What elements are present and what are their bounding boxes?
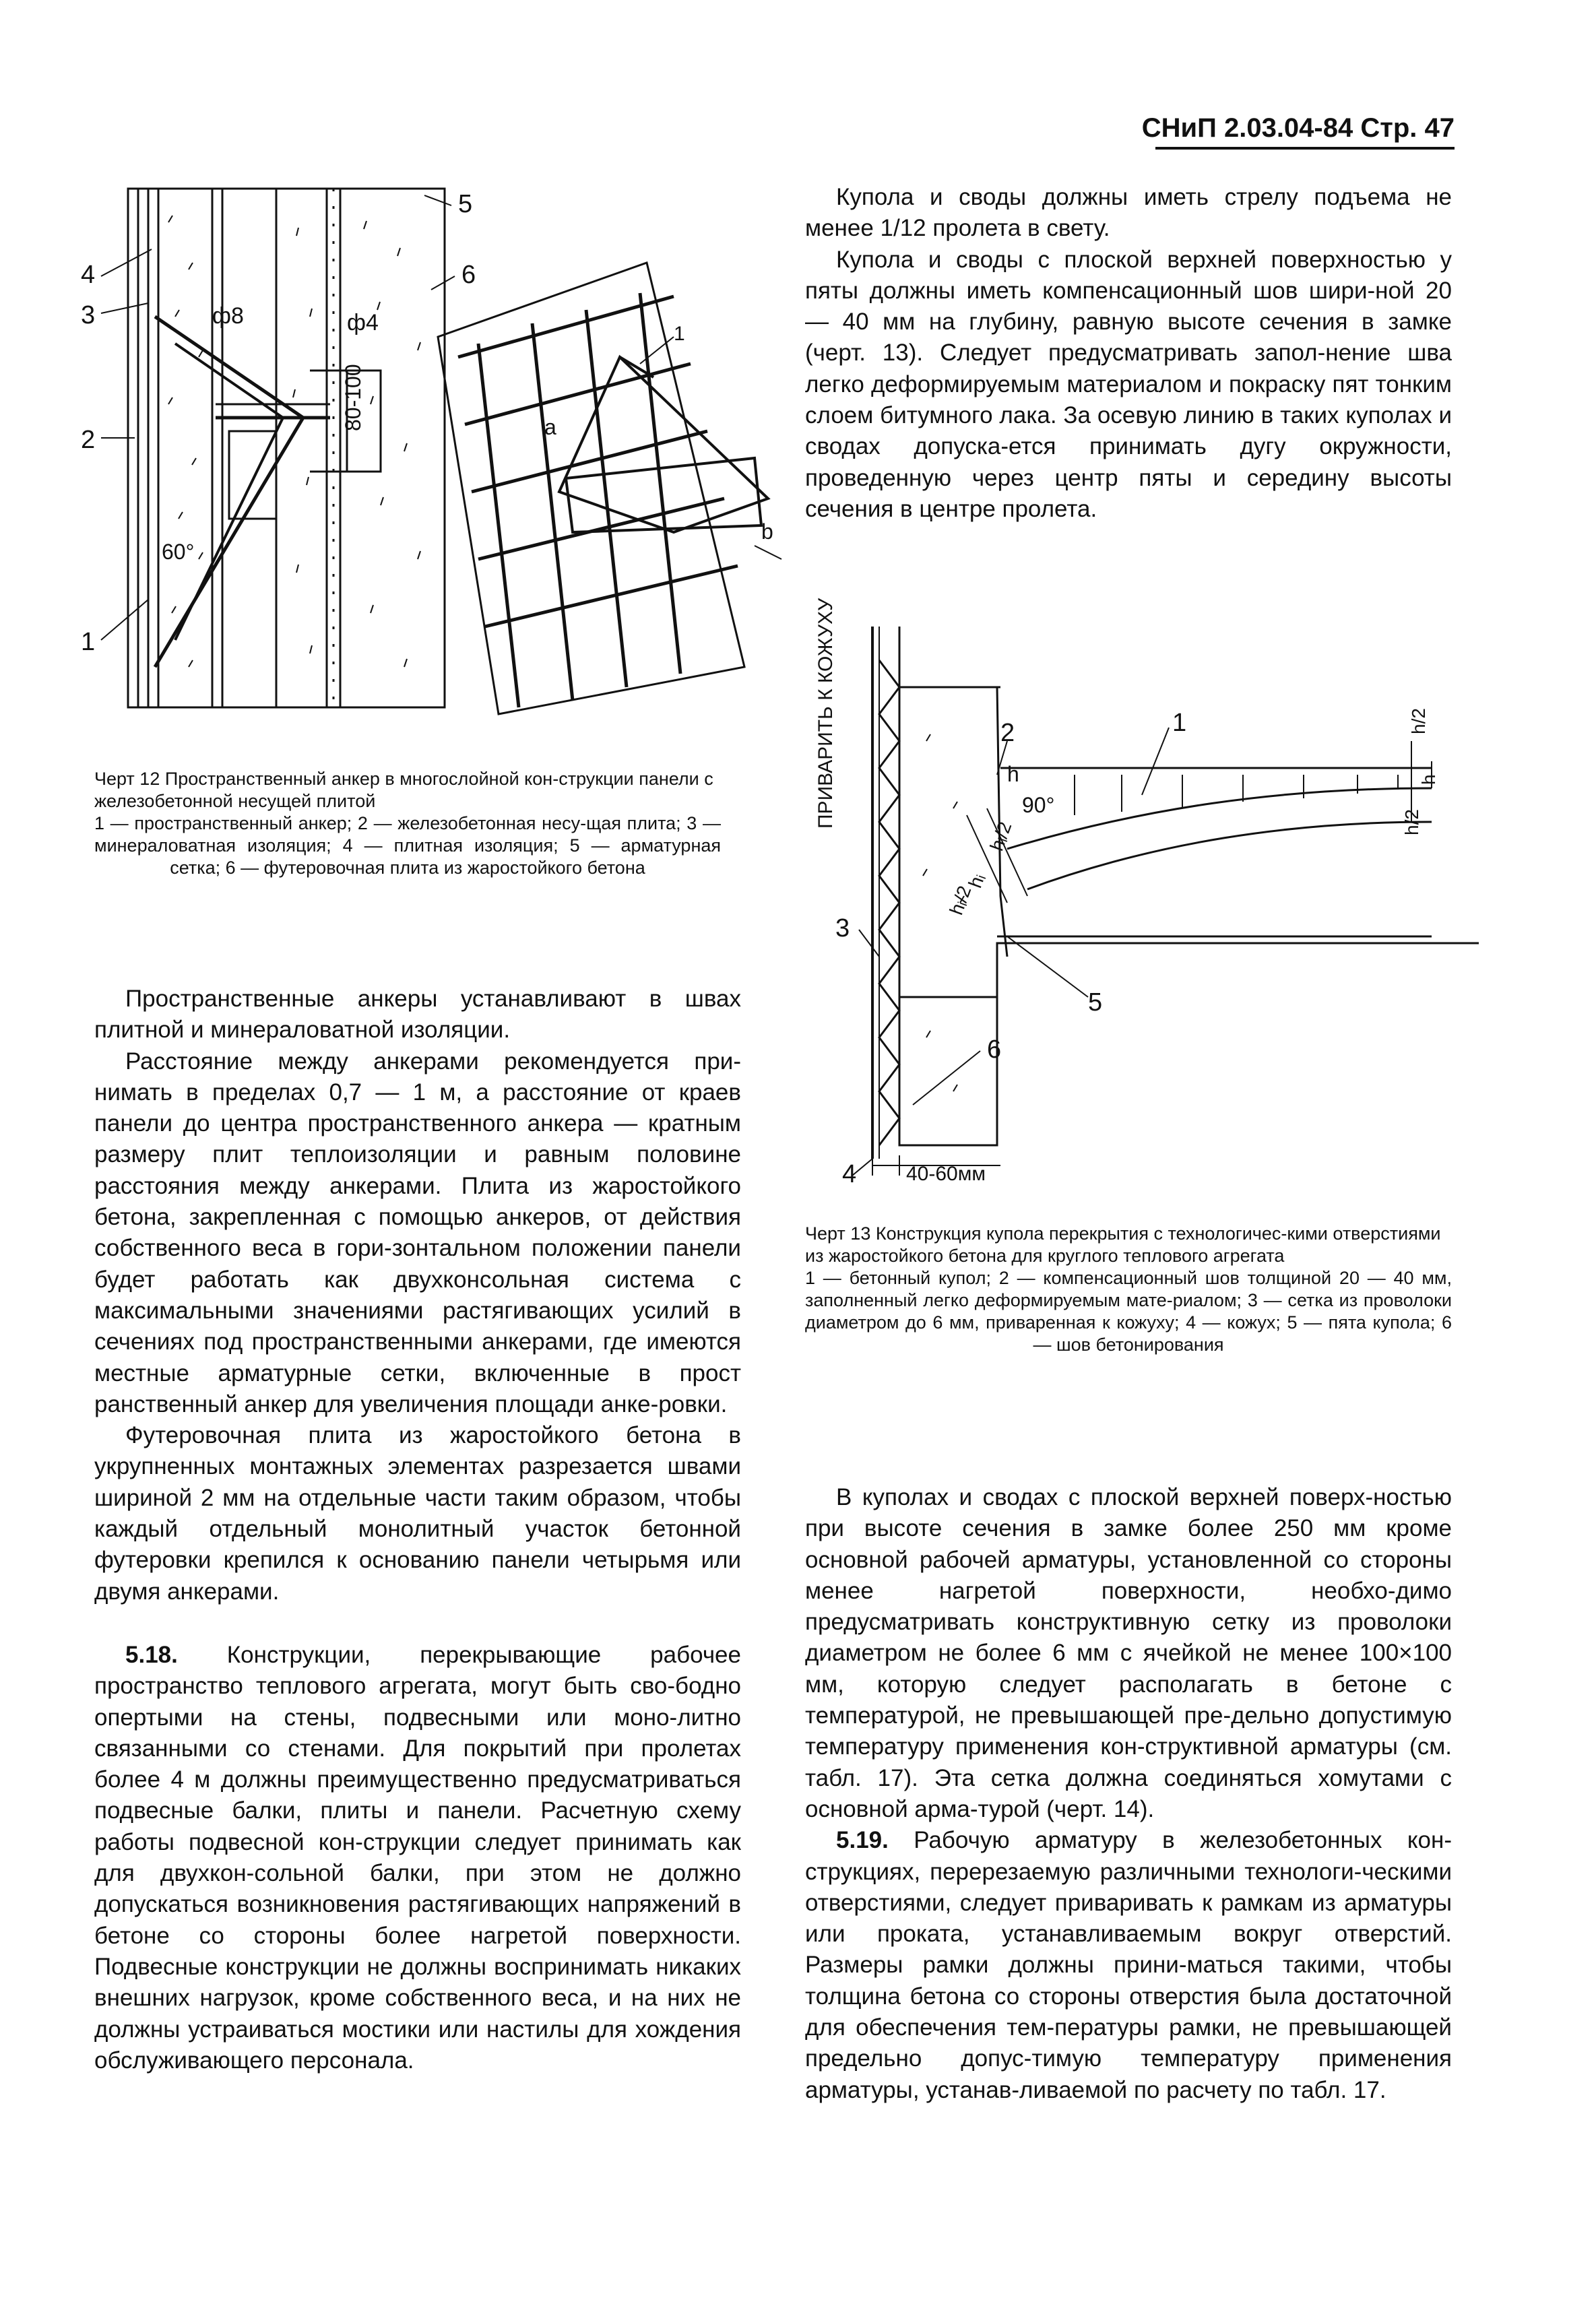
right-paragraph-1: Купола и своды должны иметь стрелу подъема не менее 1/12 пролета в свету. (805, 184, 1452, 242)
left-text-column (94, 984, 741, 2076)
fig12-label-5: 5 (458, 190, 473, 218)
fig13-label-2: 2 (1000, 719, 1015, 747)
right-paragraph-3: В куполах и сводах с плоской верхней поверх-ностью при высоте сечения в замке более 250 мм кроме основной рабочей арматуры, установленной со стороны менее нагретой поверхности, необхо-димо предусматривать конструктивную сетку из проволоки диаметром не более 6 мм с ячейкой не менее 100×100 мм, которую следует располагать в бетоне с температурой, не превышающей пре-дельно допустимую температуру применения кон-структивной арматуры (см. табл. 17). Эта сетка должна соединяться хомутами с основной арма-турой (черт. 14). (805, 1484, 1452, 1822)
left-paragraph-4 (94, 1640, 741, 2076)
fig13-hi2b-label: hᵢ/2 (986, 819, 1016, 854)
right-text-column-top (805, 182, 1452, 525)
figure-12-caption-legend: 1 — пространственный анкер; 2 — железобетонная несу-щая плита; 3 — минераловатная изоляция; 4 — плитная изоляция; 5 — арматурная сетка; 6 — футеровочная плита из жаростойкого бетона (94, 813, 721, 878)
figure-12-caption-title: Черт 12 Пространственный анкер в многослойной кон-струкции панели с железобетонной несущей плитой (94, 769, 713, 811)
left-paragraph-2: Расстояние между анкерами рекомендуется при-нимать в пределах 0,7 — 1 м, а расстояние от краев панели до центра пространственного анкера — кратным размеру плит теплоизоляции и равным половине расстояния между анкерами. Плита из жаростойкого бетона, закрепленная с помощью анкеров, от действия собственного веса в гори-зонтальном положении панели будет работать как двухконсольная система с максимальными значениями растягивающих усилий в сечениях под пространственными анкерами, где имеются местные арматурные сетки, включенные в прост ранственный анкер для увеличения площади анке-ровки. (94, 1048, 741, 1417)
fig12-angle-label: 60° (162, 540, 195, 564)
page-header (1142, 113, 1455, 143)
fig12-label-4: 4 (81, 261, 96, 289)
fig12-label-b: b (761, 519, 773, 544)
fig13-angle-label: 90° (1022, 793, 1055, 817)
figure-12-caption (94, 768, 721, 879)
fig12-label-3: 3 (81, 301, 96, 329)
fig12-label-1: 1 (81, 628, 96, 656)
figure-13-caption-legend: 1 — бетонный купол; 2 — компенсационный шов толщиной 20 — 40 мм, заполненный легко деформируемым мате-риалом; 3 — сетка из проволоки диаметром до 6 мм, приваренная к кожуху; 4 — кожух; 5 — пята купола; 6 — шов бетонирования (805, 1268, 1452, 1355)
fig13-dim-label: 40-60мм (906, 1163, 986, 1185)
fig12-phi8-label: ф8 (212, 303, 244, 329)
header-rule (1155, 147, 1455, 150)
fig12-dim-label: 80-100 (341, 364, 365, 431)
fig13-label-6: 6 (987, 1035, 1002, 1064)
fig13-h-right: h (1418, 774, 1439, 785)
fig13-hi2-label: hᵢ/2 (945, 883, 976, 918)
fig13-label-3: 3 (835, 914, 850, 942)
left-paragraph-3: Футеровочная плита из жаростойкого бетона в укрупненных монтажных элементах разрезается швами шириной 2 мм на отдельные части таким образом, чтобы каждый отдельный монолитный участок бетонной футеровки крепился к основанию панели четырьмя или двумя анкерами. (94, 1422, 741, 1605)
left-paragraph-1: Пространственные анкеры устанавливают в швах плитной и минераловатной изоляции. (94, 986, 741, 1044)
fig13-hi-label: hᵢ (964, 870, 989, 891)
page-number: Стр. 47 (1360, 113, 1455, 143)
fig13-label-5: 5 (1088, 988, 1103, 1017)
fig12-mesh-label-1: 1 (674, 323, 685, 345)
figure-12-drawing (81, 182, 773, 728)
clause-5-18-text: Конструкции, перекрывающие рабочее пространство теплового агрегата, могут быть сво-бодно опертыми на стены, подвесными или моно-литно связанными со стенами. Для покрытий при пролетах более 4 м должны преимущественно предусматриваться подвесные балки, плиты и панели. Расчетную схему работы подвесной кон-струкции следует принимать как для двухкон-сольной балки, при этом не должно допускаться возникновения растягивающих напряжений в бетоне со стороны более нагретой поверхности. Подвесные конструкции не должны воспринимать никаких внешних нагрузок, кроме собственного веса, и на них не должны устраиваться мостики или настилы для хождения обслуживающего персонала. (94, 1641, 741, 2074)
fig12-label-6: 6 (461, 261, 476, 289)
fig13-h-label: h (1007, 762, 1019, 786)
fig12-label-a: a (544, 415, 556, 439)
figure-13-caption (805, 1223, 1452, 1356)
fig13-h2-bottom: h/2 (1401, 809, 1422, 835)
right-text-column-bottom (805, 1482, 1452, 2106)
fig12-label-2: 2 (81, 426, 96, 454)
fig13-label-4: 4 (842, 1160, 857, 1188)
panel-section (128, 189, 445, 707)
right-paragraph-4 (805, 1825, 1452, 2106)
right-paragraph-2: Купола и своды с плоской верхней поверхностью у пяты должны иметь компенсационный шов шири-ной 20 — 40 мм на глубину, равную высоте сечения в замке (черт. 13). Следует предусматривать запол-нение шва легко деформируемым материалом и покраску пят тонким слоем битумного лака. За осевую линию в таких куполах и сводах допуска-ется принимать дугу окружности, проведенную через центр пяты и середину высоты сечения в центре пролета. (805, 246, 1452, 522)
figure-13-caption-title: Черт 13 Конструкция купола перекрытия с технологичес-кими отверстиями из жаростойкого бетона для круглого теплового агрегата (805, 1223, 1441, 1266)
figure-13-drawing (805, 598, 1439, 1188)
fig13-label-1: 1 (1172, 709, 1187, 737)
clause-5-18-number: 5.18. (125, 1641, 178, 1668)
document-code: СНиП 2.03.04-84 (1141, 113, 1353, 143)
fig13-h2-top: h/2 (1408, 708, 1429, 734)
clause-5-19-number: 5.19. (836, 1827, 889, 1854)
fig13-weld-label: ПРИВАРИТЬ К КОЖУХУ (815, 598, 837, 829)
mesh-perspective (438, 263, 768, 714)
fig12-phi4-label: ф4 (347, 310, 379, 335)
clause-5-19-text: Рабочую арматуру в железобетонных кон-струкциях, перерезаемую различными технологи-ческими отверстиями, следует приваривать к рамкам из арматуры или проката, устанавливаемым вокруг отверстий. Размеры рамки должны прини-маться такими, чтобы толщина бетона со стороны отверстия была достаточной для обеспечения тем-пературы рамки, не превышающей предельно допус-тимую температуру применения арматуры, устанав-ливаемой по расчету по табл. 17. (805, 1827, 1452, 2103)
